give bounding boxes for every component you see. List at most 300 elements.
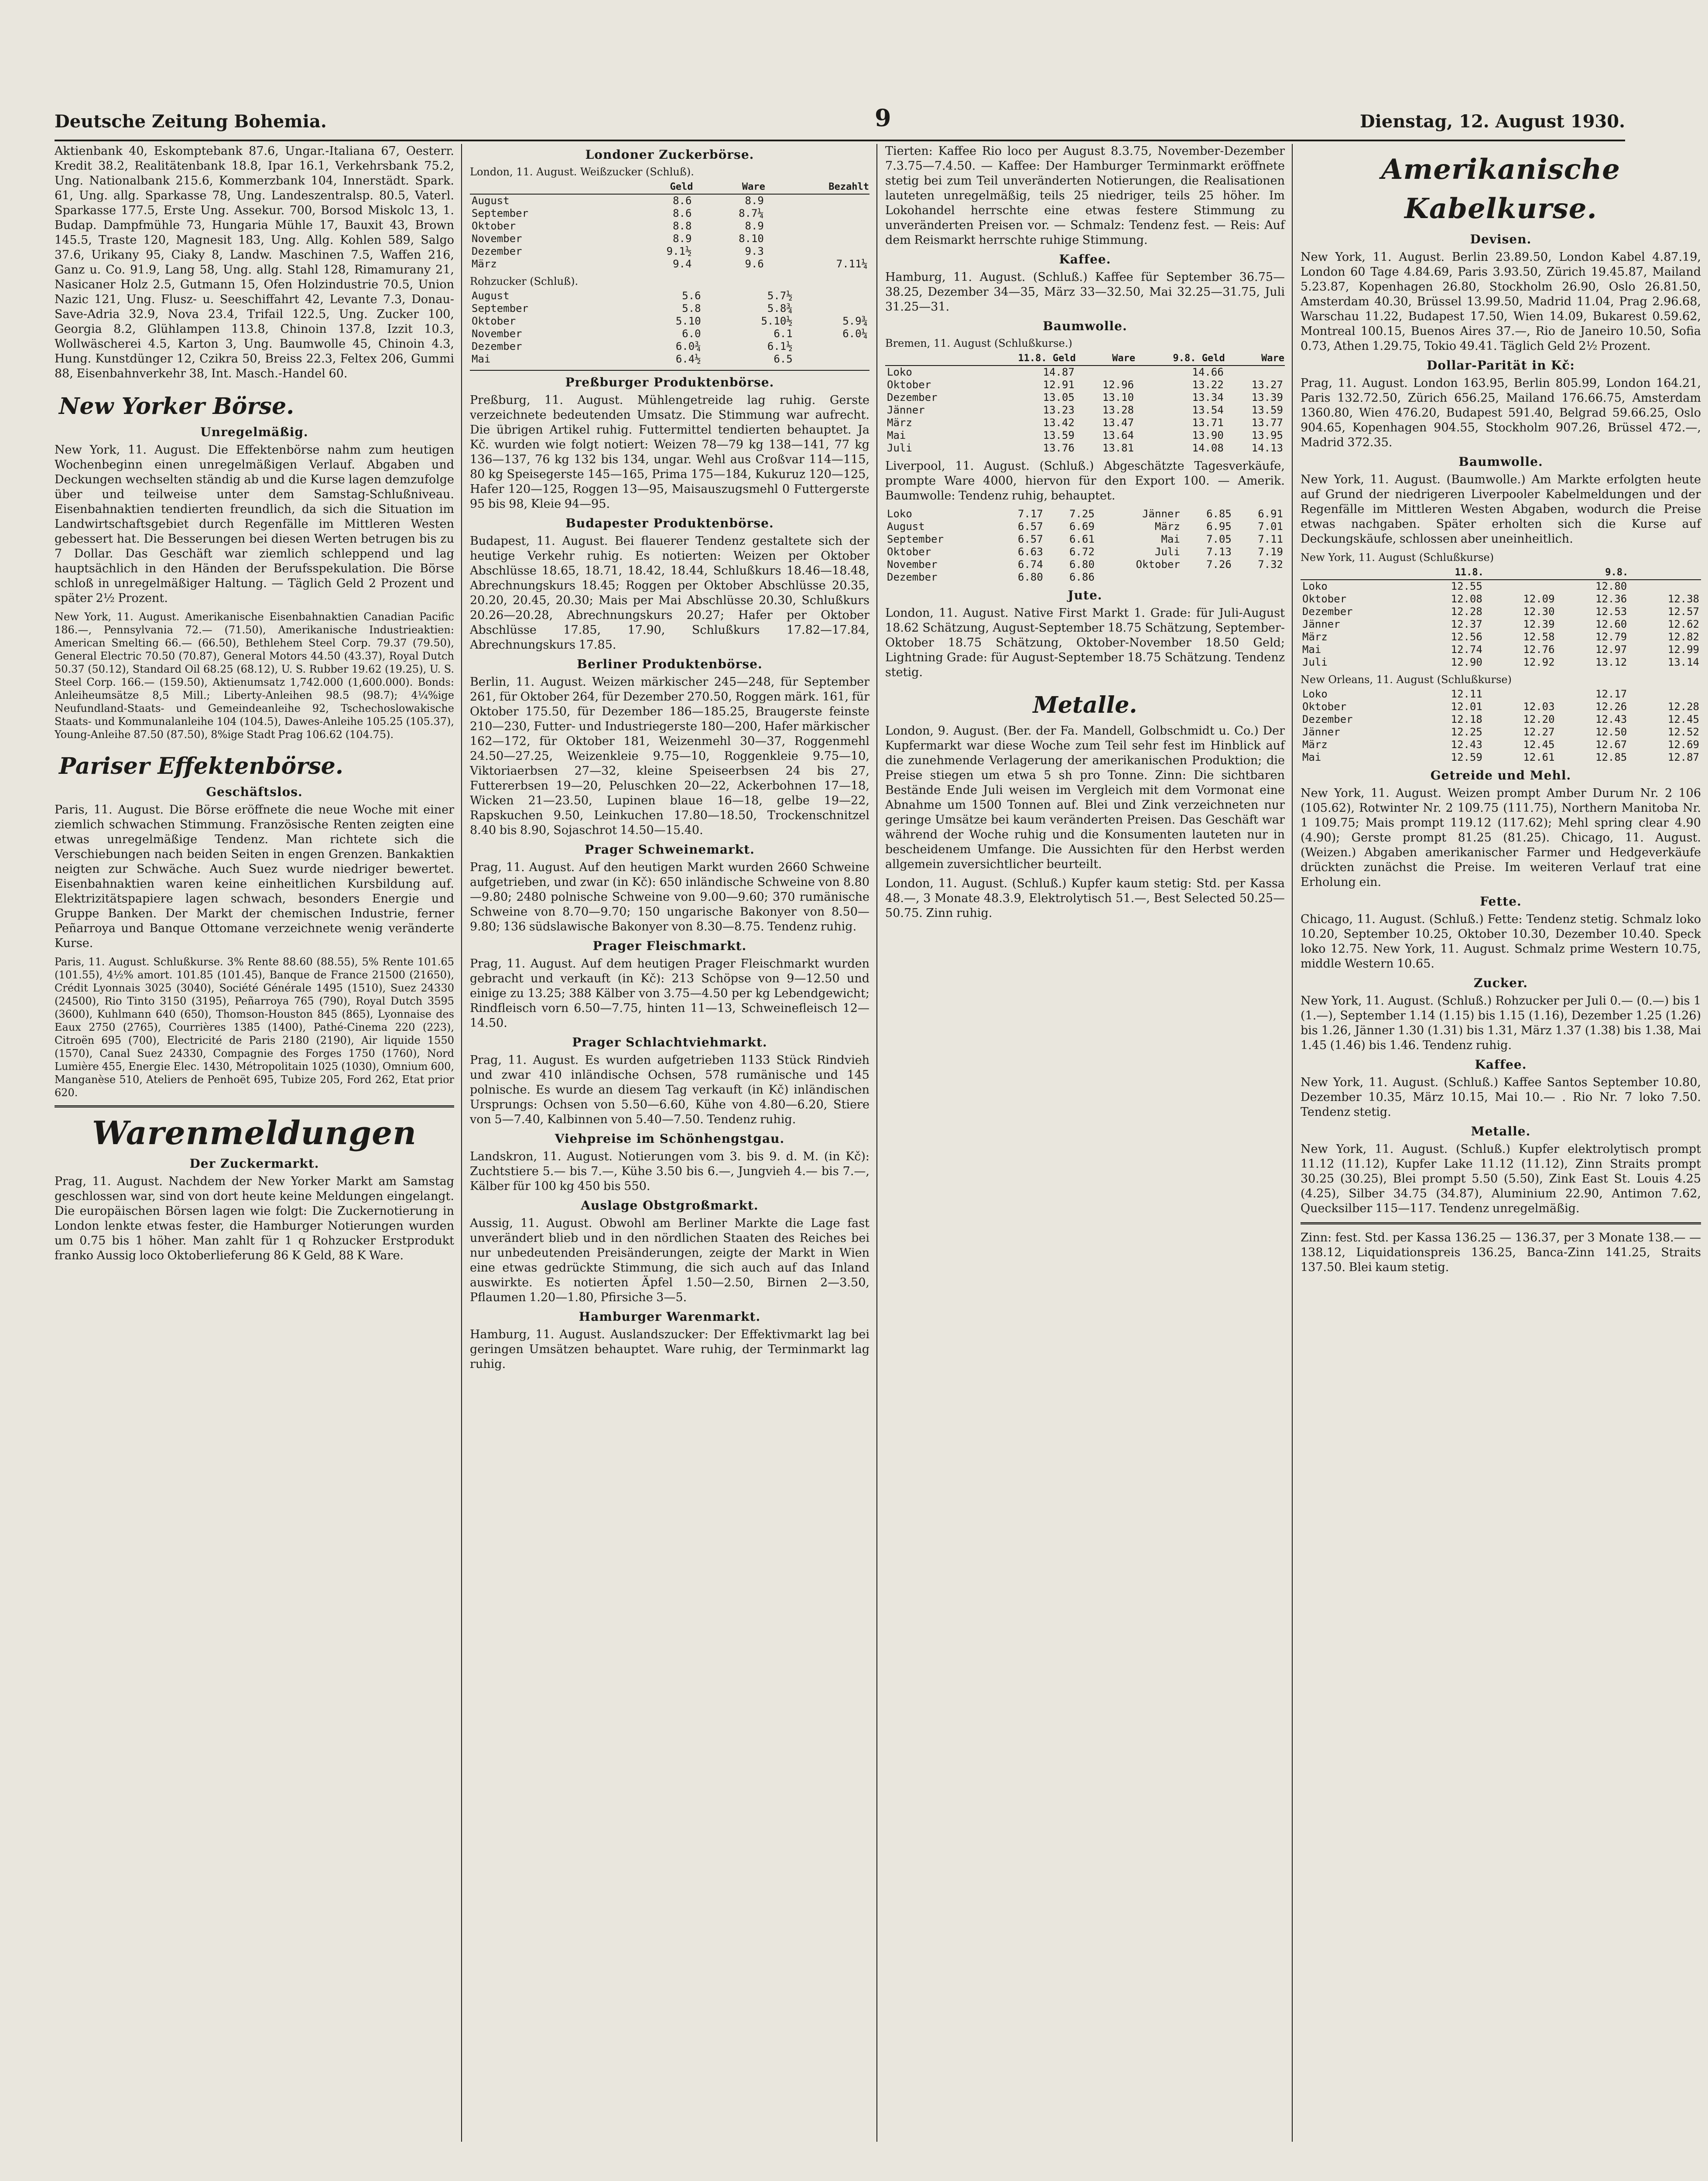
table-cell: 7.17 xyxy=(1018,508,1043,520)
table-cell: 8.9 xyxy=(745,195,764,207)
table-cell: 13.59 xyxy=(1251,404,1283,416)
table-cell xyxy=(1233,571,1285,584)
table-cell: Dezember xyxy=(887,571,938,583)
table-row xyxy=(1301,688,1701,701)
table-cell: 13.77 xyxy=(1251,417,1283,429)
table-cell: Jänner xyxy=(1302,618,1340,630)
table-cell: Loko xyxy=(1302,688,1328,700)
ny-exchange-subtitle: Unregelmäßig. xyxy=(200,425,308,439)
table-cell xyxy=(766,220,869,232)
orleans-head: New Orleans, 11. August (Schlußkurse) xyxy=(1301,673,1512,686)
table-row xyxy=(885,508,1285,520)
table-cell: 6.80 xyxy=(1018,571,1043,583)
column-header xyxy=(470,180,621,194)
table-cell: 12.50 xyxy=(1595,726,1627,738)
table-cell: 12.96 xyxy=(1102,379,1134,391)
table-cell: Oktober xyxy=(1136,558,1180,571)
table-cell: Loko xyxy=(1302,580,1328,592)
table-cell xyxy=(1225,366,1285,379)
table-row xyxy=(470,258,869,270)
table-cell xyxy=(794,302,869,315)
pig-market-text: Prag, 11. August. Auf den heutigen Markt wurden 2660 Schweine aufgetrieben, und zwar (in Kč): 650 inländische Schweine von 8.80—9.80; 2480 polnische Schweine von 9.00—9.60; 370 rumänische Schweine von 8.70—9.70; 150 ungarische Bakonyer von 8.50—9.80; 136 südslawische Bakonyer von 8.30—8.75. Tendenz ruhig. xyxy=(470,861,869,933)
page-header xyxy=(55,100,1625,141)
table-cell xyxy=(1484,580,1557,593)
table-row xyxy=(885,417,1285,429)
table-row xyxy=(1301,605,1701,618)
newspaper-name: Deutsche Zeitung Bohemia. xyxy=(55,111,327,132)
zuckermarkt-subtitle: Der Zuckermarkt. xyxy=(189,1156,319,1171)
table-cell: 7.01 xyxy=(1258,520,1283,533)
table-cell: 12.08 xyxy=(1451,593,1482,605)
table-cell: Mai xyxy=(1302,643,1321,656)
table-row xyxy=(1301,751,1701,764)
table-cell: 6.0¼ xyxy=(842,328,868,340)
table-cell: 8.8 xyxy=(673,220,692,232)
table-cell: 12.09 xyxy=(1523,593,1555,605)
coffee-intro-text: Tierten: Kaffee Rio loco per August 8.3.75, November-Dezember 7.3.75—7.4.50. — Kaffee: Der Hamburger Terminmarkt eröffnete stetig bei zum Teil unveränderten Notierungen, die Realisationen lauteten unregelmäßig, teils 25 niedriger, teils 25 höher. Im Lokohandel herrschte eine etwas festere Stimmung zu unveränderten Preisen vor. — Schmalz: Tendenz fest. — Reis: Auf dem Reismarkt herrschte ruhige Stimmung. xyxy=(885,144,1285,247)
berlin-products-text: Berlin, 11. August. Weizen märkischer 245—248, für September 261, für Oktober 264, für Dezember 270.50, Roggen märk. 161, für Oktober 175.50, für Dezember 186—185.25, Braugerste feinste 210—230, Futter- und Industriegerste 180—200, Hafer märkischer 162—172, für Oktober 181, Weizenmehl 30—37, Roggenmehl 24.50—27.25, Weizenkleie 9.75—10, Roggenkleie 9.75—10, Viktoriaerbsen 27—32, kleine Speiseerbsen 24 bis 27, Futtererbsen 19—20, Peluschken 20—22, Ackerbohnen 17—18, Wicken 21—23.50, Lupinen blaue 16—18, gelbe 19—22, Rapskuchen 9.50, Leinkuchen 17.80—18.50, Trockenschnitzel 8.40 bis 8.90, Sojaschrot 14.50—15.40. xyxy=(470,675,869,837)
table-cell: 12.03 xyxy=(1523,701,1555,713)
table-cell: 12.76 xyxy=(1523,643,1555,656)
table-cell xyxy=(766,194,869,207)
table-cell: März xyxy=(1302,738,1328,751)
column-header xyxy=(1301,566,1412,580)
livestock-prices-title: Viehpreise im Schönhengstgau. xyxy=(555,1132,785,1146)
table-cell: 6.57 xyxy=(1018,533,1043,545)
column-header xyxy=(1484,566,1557,580)
table-cell xyxy=(1096,571,1182,584)
table-cell: 7.26 xyxy=(1206,558,1232,571)
table-cell: 12.17 xyxy=(1595,688,1627,700)
table-cell: 7.19 xyxy=(1258,546,1283,558)
table-row xyxy=(1301,713,1701,726)
table-cell: 12.60 xyxy=(1595,618,1627,630)
table-cell: 7.25 xyxy=(1069,508,1095,520)
table-cell: 12.43 xyxy=(1451,738,1482,751)
table-cell: 6.61 xyxy=(1069,533,1095,545)
table-cell: 12.01 xyxy=(1451,701,1482,713)
table-cell: 6.86 xyxy=(1069,571,1095,583)
table-cell xyxy=(1629,580,1701,593)
table-cell xyxy=(766,245,869,258)
ny-cotton-head: New York, 11. August (Schlußkurse) xyxy=(1301,551,1494,564)
page-number: 9 xyxy=(875,104,891,132)
ny-sugar-text: New York, 11. August. (Schluß.) Rohzucker per Juli 0.— (0.—) bis 1 (1.—), September 1.14 (1.15) bis 1.15 (1.16), Dezember 1.25 (1.26) bis 1.26, Jänner 1.30 (1.31) bis 1.31, März 1.37 (1.38) bis 1.38, Mai 1.45 (1.46) bis 1.46. Tendenz ruhig. xyxy=(1301,994,1701,1052)
berlin-products-title: Berliner Produktenbörse. xyxy=(577,657,763,671)
table-cell: August xyxy=(472,195,510,207)
ny-metals-subtitle: Metalle. xyxy=(1471,1124,1531,1138)
table-cell: Mai xyxy=(472,353,491,365)
table-cell: 14.13 xyxy=(1251,442,1283,454)
table-cell: 12.69 xyxy=(1667,738,1699,751)
table-cell: 9.1½ xyxy=(666,245,692,257)
column-header: Bezahlt xyxy=(766,180,869,194)
column-header xyxy=(885,352,977,366)
grain-text: New York, 11. August. Weizen prompt Amber Durum Nr. 2 106 (105.62), Rotwinter Nr. 2 109.75 (111.75), Northern Manitoba Nr. 1 109.75; Mais prompt 119.12 (117.62); Mehl spring clear 4.90 (4.90); Gerste prompt 81.25 (81.25). Chicago, 11. August. (Weizen.) Abgaben amerikanischer Farmer und Hedgeverkäufe drückten zunächst die Preise. Im weiteren Verlauf trat eine Erholung ein. xyxy=(1301,786,1701,889)
table-cell: 13.76 xyxy=(1043,442,1075,454)
table-cell: 12.90 xyxy=(1451,656,1482,668)
table-cell: 7.11¼ xyxy=(836,258,868,270)
london-sugar-title: Londoner Zuckerbörse. xyxy=(585,147,754,162)
table-cell: 6.74 xyxy=(1018,558,1043,571)
table-cell: 12.67 xyxy=(1595,738,1627,751)
ny-cotton-table xyxy=(1301,566,1701,669)
table-cell: 13.22 xyxy=(1192,379,1224,391)
table-cell: 8.9 xyxy=(673,232,692,245)
table-cell: März xyxy=(887,417,912,429)
table-cell: Oktober xyxy=(472,315,516,327)
table-cell: Oktober xyxy=(887,546,931,558)
orleans-table xyxy=(1301,688,1701,764)
table-cell: März xyxy=(472,258,497,270)
meat-market-title: Prager Fleischmarkt. xyxy=(592,939,747,953)
coffee-text: Hamburg, 11. August. (Schluß.) Kaffee für September 36.75—38.25, Dezember 34—35, März 33—32.50, Mai 32.25—31.75, Juli 31.25—31. xyxy=(885,270,1285,314)
table-cell: 8.10 xyxy=(739,232,764,245)
table-cell: Mai xyxy=(1161,533,1180,545)
table-cell xyxy=(1076,366,1136,379)
table-cell: 12.18 xyxy=(1451,713,1482,725)
devisen-text: New York, 11. August. Berlin 23.89.50, London Kabel 4.87.19, London 60 Tage 4.84.69, Paris 3.93.50, Zürich 19.45.87, Mailand 5.23.87, Kopenhagen 26.80, Stockholm 26.90, Oslo 26.81.50, Amsterdam 40.30, Brüssel 13.99.50, Madrid 11.04, Prag 2.96.68, Warschau 11.22, Budapest 17.50, Wien 14.09, Bukarest 0.59.62, Montreal 100.15, Buenos Aires 37.—, Rio de Janeiro 10.50, Sofia 0.73, Athen 1.29.75, Tokio 49.41. Täglich Geld 2½ Prozent. xyxy=(1301,250,1701,353)
table-cell xyxy=(1629,688,1701,701)
table-cell: 12.11 xyxy=(1451,688,1482,700)
fruit-market-text: Aussig, 11. August. Obwohl am Berliner Markte die Lage fast unverändert blieb und in den nördlichen Staaten des Reiches bei nur unbedeutenden Preisänderungen, zeigte der Markt in Wien eine etwas gedrückte Stimmung, die sich auch auf das Inland auswirkte. Es notierten Äpfel 1.50—2.50, Birnen 2—3.50, Pflaumen 1.20—1.80, Pfirsiche 3—5. xyxy=(470,1217,869,1304)
table-cell: 5.10½ xyxy=(761,315,793,327)
table-cell: 8.7¼ xyxy=(739,207,764,219)
table-cell: September xyxy=(472,302,529,315)
table-cell: November xyxy=(472,328,522,340)
table-cell: 13.90 xyxy=(1192,429,1224,441)
cotton-title: Baumwolle. xyxy=(1043,319,1127,333)
table-cell: 12.25 xyxy=(1451,726,1482,738)
cable-rates-title: Amerikanische Kabelkurse. xyxy=(1381,153,1621,225)
table-cell: 7.32 xyxy=(1258,558,1283,571)
dollar-parity-text: Prag, 11. August. London 163.95, Berlin 805.99, London 164.21, Paris 132.72.50, Zürich 656.25, Mailand 176.66.75, Amsterdam 1360.80, Wien 476.20, Budapest 591.40, Belgrad 59.66.25, Oslo 904.65, Kopenhagen 904.55, Stockholm 907.26, Brüssel 472.—, Madrid 372.35. xyxy=(1301,376,1701,449)
ny-coffee-subtitle: Kaffee. xyxy=(1475,1057,1527,1072)
table-cell: 5.8¾ xyxy=(767,302,793,315)
table-cell: 8.9 xyxy=(745,220,764,232)
raw-sugar-table xyxy=(470,290,869,366)
table-cell: 6.1 xyxy=(774,328,793,340)
table-row xyxy=(885,429,1285,442)
column-header xyxy=(1629,566,1701,580)
hamburg-market-title: Hamburger Warenmarkt. xyxy=(578,1309,761,1324)
table-cell: 12.79 xyxy=(1595,631,1627,643)
table-cell: 13.34 xyxy=(1192,391,1224,403)
table-cell: 13.05 xyxy=(1043,391,1075,403)
table-cell: Dezember xyxy=(472,245,522,257)
coffee-title: Kaffee. xyxy=(1059,252,1111,267)
table-cell: 13.39 xyxy=(1251,391,1283,403)
table-cell: Mai xyxy=(1302,751,1321,763)
column-4 xyxy=(1301,144,1708,2142)
paris-exchange-title: Pariser Effektenbörse. xyxy=(59,753,343,779)
table-cell: 13.10 xyxy=(1102,391,1134,403)
table-row xyxy=(1301,631,1701,643)
table-row xyxy=(1301,643,1701,656)
table-cell: 12.74 xyxy=(1451,643,1482,656)
column-header: Ware xyxy=(1225,352,1285,366)
table-cell: 12.59 xyxy=(1451,751,1482,763)
table-cell: Oktober xyxy=(1302,701,1347,713)
table-cell: 12.27 xyxy=(1523,726,1555,738)
section-divider xyxy=(55,1105,454,1108)
ny-sugar-subtitle: Zucker. xyxy=(1474,976,1528,990)
table-cell: 12.56 xyxy=(1451,631,1482,643)
table-row xyxy=(1301,738,1701,751)
table-cell: 12.85 xyxy=(1595,751,1627,763)
fats-text: Chicago, 11. August. (Schluß.) Fette: Tendenz stetig. Schmalz loko 10.20, September 10.25, Oktober 10.30, Dezember 10.40. Speck loko 12.75. New York, 11. August. Schmalz prime Western 10.75, middle Western 10.65. xyxy=(1301,913,1701,971)
table-cell: 13.71 xyxy=(1192,417,1224,429)
table-row xyxy=(1301,618,1701,631)
table-cell: 12.91 xyxy=(1043,379,1075,391)
paris-exchange-subtitle: Geschäftslos. xyxy=(206,785,303,799)
jute-title: Jute. xyxy=(1068,588,1102,602)
liverpool-table xyxy=(885,508,1285,584)
devisen-subtitle: Devisen. xyxy=(1470,232,1532,246)
table-cell: 6.69 xyxy=(1069,520,1095,533)
table-cell: 7.05 xyxy=(1206,533,1232,545)
table-cell: 13.42 xyxy=(1043,417,1075,429)
table-cell: Oktober xyxy=(472,220,516,232)
divider xyxy=(1301,1222,1701,1224)
table-cell xyxy=(794,290,869,302)
metals-title: Metalle. xyxy=(1033,692,1137,718)
table-row xyxy=(885,520,1285,533)
table-row xyxy=(470,353,869,366)
table-cell: 6.85 xyxy=(1206,508,1232,520)
table-cell: März xyxy=(1155,520,1180,533)
table-row xyxy=(885,442,1285,455)
column-header: 9.8. xyxy=(1557,566,1629,580)
table-cell xyxy=(766,207,869,220)
table-row xyxy=(470,220,869,232)
dollar-parity-subtitle: Dollar-Parität in Kč: xyxy=(1427,358,1575,373)
table-row xyxy=(885,546,1285,558)
grain-subtitle: Getreide und Mehl. xyxy=(1430,768,1571,783)
table-cell: Dezember xyxy=(887,391,938,403)
table-cell: 14.08 xyxy=(1192,442,1224,454)
metals-text: London, 9. August. (Ber. der Fa. Mandell, Golbschmidt u. Co.) Der Kupfermarkt war diese Woche zum Teil sehr fest im Hinblick auf die zunehmende Verlagerung der amerikanischen Produktion; die Preise stiegen um etwa 5 sh pro Tonne. Zinn: Die sichtbaren Bestände Ende Juli weisen im Vergleich mit dem Vormonat eine Abnahme um 1500 Tonnen auf. Blei und Zink verzeichneten nur geringe Umsätze bei kaum veränderten Preisen. Das Geschäft war während der Woche ruhig und die Konsumenten lauteten nur in bescheidenem Umfange. Die Aussichten für den Herbst werden allgemein zuversichtlicher beurteilt. xyxy=(885,724,1285,871)
table-cell: 13.64 xyxy=(1102,429,1134,441)
table-cell: 13.14 xyxy=(1667,656,1699,668)
bremen-head: Bremen, 11. August (Schlußkurse.) xyxy=(885,337,1072,349)
waren-title: Warenmeldungen xyxy=(92,1114,417,1152)
table-row xyxy=(885,558,1285,571)
table-cell: 6.72 xyxy=(1069,546,1095,558)
cattle-market-title: Prager Schlachtviehmarkt. xyxy=(572,1035,767,1049)
table-cell: 13.12 xyxy=(1595,656,1627,668)
white-sugar-header-row xyxy=(470,180,869,194)
table-cell: 12.52 xyxy=(1667,726,1699,738)
table-cell: 12.38 xyxy=(1667,593,1699,605)
table-cell: 14.87 xyxy=(1043,366,1075,378)
column-header: 11.8. xyxy=(1412,566,1484,580)
table-cell: 12.26 xyxy=(1595,701,1627,713)
tin-box-text: Zinn: fest. Std. per Kassa 136.25 — 136.37, per 3 Monate 138.— — 138.12, Liquidationspreis 136.25, Banca-Zinn 141.25, Straits 137.50. Blei kaum stetig. xyxy=(1301,1231,1701,1274)
table-row xyxy=(470,328,869,340)
table-cell: 12.87 xyxy=(1667,751,1699,763)
table-cell: Dezember xyxy=(1302,605,1353,618)
london-metals-text: London, 11. August. (Schluß.) Kupfer kaum stetig: Std. per Kassa 48.—, 3 Monate 48.3.9, Elektrolytisch 51.—, Best Selected 50.25—50.75. Zinn ruhig. xyxy=(885,877,1285,920)
table-cell: 7.13 xyxy=(1206,546,1232,558)
table-cell: 12.39 xyxy=(1523,618,1555,630)
table-row xyxy=(470,340,869,353)
bremen-table xyxy=(885,352,1285,455)
table-cell: 6.5 xyxy=(774,353,793,365)
pressburg-title: Preßburger Produktenbörse. xyxy=(565,375,774,390)
table-row xyxy=(470,245,869,258)
budapest-products-title: Budapester Produktenbörse. xyxy=(565,516,774,530)
budapest-products-text: Budapest, 11. August. Bei flauerer Tendenz gestaltete sich der heutige Verkehr ruhig. Es notierten: Weizen per Oktober Abschlüsse 18.65, 18.71, 18.42, 18.44, Schlußkurs 18.46—18.48, Abrechnungskurs 18.45; Roggen per Oktober Abschlüsse 20.35, 20.20, 20.45, 20.30; Mais per Mai Abschlüsse 20.30, Schlußkurs 20.26—20.28, Abrechnungskurs 20.27; Hafer per Oktober Abschlüsse 17.85, 17.90, Schlußkurs 17.82—17.84, Abrechnungskurs 17.85. xyxy=(470,534,869,652)
table-cell: 13.95 xyxy=(1251,429,1283,441)
table-cell: 13.28 xyxy=(1102,404,1134,416)
table-cell xyxy=(794,340,869,353)
column-header: 9.8. Geld xyxy=(1136,352,1225,366)
table-cell: Dezember xyxy=(472,340,522,352)
table-cell: 12.43 xyxy=(1595,713,1627,725)
table-cell: Juli xyxy=(1155,546,1180,558)
table-cell: 9.3 xyxy=(745,245,764,257)
table-cell: November xyxy=(887,558,938,571)
table-cell: 5.7½ xyxy=(767,290,793,302)
table-row xyxy=(885,404,1285,417)
table-cell: 6.0 xyxy=(682,328,701,340)
table-row xyxy=(1301,593,1701,605)
table-row xyxy=(1301,656,1701,669)
table-cell: September xyxy=(887,533,944,545)
column-1 xyxy=(55,144,462,2142)
budapest-quotes-text: Aktienbank 40, Eskomptebank 87.6, Ungar.-Italiana 67, Oesterr. Kredit 38.2, Realitätenbank 18.8, Ipar 16.1, Verkehrsbank 75.2, Ung. Nationalbank 215.6, Kommerzbank 104, Innerstädt. Spark. 61, Ung. allg. Sparkasse 78, Ung. Landeszentralsp. 80.5, Vaterl. Sparkasse 177.5, Erste Ung. Assekur. 700, Borsod Miskolc 13, 1. Budap. Dampfmühle 73, Hungaria Mühle 17, Bauxit 43, Brown 145.5, Traste 120, Magnesit 183, Ung. Allg. Kohlen 589, Salgo 37.6, Urikany 95, Ciaky 8, Landw. Maschinen 7.5, Waffen 216, Ganz u. Co. 91.9, Lang 58, Ung. allg. Stahl 128, Rimamurany 21, Nasicaner Holz 2.5, Gutmann 15, Ofen Holzindustrie 70.5, Union Nazic 121, Ung. Flusz- u. Seeschiffahrt 42, Levante 7.3, Donau-Save-Adria 32.9, Nova 23.4, Trifail 122.5, Ung. Zucker 100, Georgia 8.2, Glühlampen 113.8, Chinoin 137.8, Izzit 10.3, Wollwäscherei 4.5, Karton 3, Ung. Baumwolle 45, Chinoin 4.3, Hung. Kunstdünger 12, Czikra 50, Breiss 22.3, Feltex 206, Gummi 88, Eisenbahnverkehr 38, Int. Masch.-Handel 60. xyxy=(55,144,454,380)
table-cell: 12.45 xyxy=(1523,738,1555,751)
bremen-header-row xyxy=(885,352,1285,366)
table-row xyxy=(470,302,869,315)
liverpool-text: Liverpool, 11. August. (Schluß.) Abgeschätzte Tagesverkäufe, prompte Ware 4000, hiervon für den Export 100. — Amerik. Baumwolle: Tendenz ruhig, behauptet. xyxy=(885,459,1285,503)
table-cell: 12.20 xyxy=(1523,713,1555,725)
table-row xyxy=(470,207,869,220)
column-header: Ware xyxy=(693,180,765,194)
table-cell: 6.1½ xyxy=(767,340,793,352)
table-cell: 9.4 xyxy=(673,258,692,270)
hamburg-market-text: Hamburg, 11. August. Auslandszucker: Der Effektivmarkt lag bei geringen Umsätzen behauptet. Ware ruhig, der Terminmarkt lag ruhig. xyxy=(470,1328,869,1371)
table-cell: 5.6 xyxy=(682,290,701,302)
divider xyxy=(470,370,869,371)
table-cell: 13.27 xyxy=(1251,379,1283,391)
ny-exchange-text: New York, 11. August. Die Effektenbörse nahm zum heutigen Wochenbeginn einen unregelmäßigen Verlauf. Abgaben und Deckungen wechselten ständig ab und die Kurse lagen demzufolge über und teilweise unter dem Samstag-Schlußniveau. Eisenbahnaktien tendierten freundlich, da sich die Situation im Landwirtschaftsgebiet durch Regenfälle im Mittleren Westen gebessert hat. Die Besserungen bei diesen Werten betrugen bis zu 7 Dollar. Das Geschäft war ziemlich schleppend und lag hauptsächlich in den Händen der Berufsspekulation. Die Börse schloß in unregelmäßiger Haltung. — Täglich Geld 2 Prozent und später 2½ Prozent. xyxy=(55,443,454,605)
table-cell: 12.53 xyxy=(1595,605,1627,618)
table-row xyxy=(1301,726,1701,738)
table-cell: 7.11 xyxy=(1258,533,1283,545)
column-header: 11.8. Geld xyxy=(977,352,1076,366)
table-row xyxy=(470,232,869,245)
table-cell: 12.55 xyxy=(1451,580,1482,592)
table-row xyxy=(885,391,1285,404)
table-cell: 12.57 xyxy=(1667,605,1699,618)
ny-coffee-text: New York, 11. August. (Schluß.) Kaffee Santos September 10.80, Dezember 10.35, März 10.15, Mai 10.— . Rio Nr. 7 loko 7.50. Tendenz stetig. xyxy=(1301,1076,1701,1119)
table-cell xyxy=(1182,571,1233,584)
table-cell: 13.47 xyxy=(1102,417,1134,429)
table-cell: 12.30 xyxy=(1523,605,1555,618)
ny-cotton-header-row xyxy=(1301,566,1701,580)
table-cell: Jänner xyxy=(1142,508,1180,520)
table-cell: 5.9¾ xyxy=(842,315,868,327)
livestock-prices-text: Landskron, 11. August. Notierungen vom 3. bis 9. d. M. (in Kč): Zuchtstiere 5.— bis 7.—, Kühe 3.50 bis 6.—, Jungvieh 4.— bis 7.—, Kälber für 100 kg 450 bis 550. xyxy=(470,1150,869,1193)
table-cell: 6.63 xyxy=(1018,546,1043,558)
ny-exchange-quotes: New York, 11. August. Amerikanische Eisenbahnaktien Canadian Pacific 186.—, Pennsylvania 72.— (71.50), Amerikanische Industrieaktien: American Smelting 66.— (66.50), Bethlehem Steel Corp. 79.37 (79.50), General Electric 70.50 (70.87), General Motors 44.50 (43.37), Royal Dutch 50.37 (50.12), Standard Oil 68.25 (68.12), U. S. Rubber 19.62 (19.25), U. S. Steel Corp. 166.— (159.50), Aktienumsatz 1,742.000 (1,600.000). Bonds: Anleiheumsätze 8,5 Mill.; Liberty-Anleihen 98.5 (98.7); 4¼%ige Neufundland-Staats- und Gemeindeanleihe 92, Tschechoslowakische Staats- und Kommunalanleihe 104 (104.5), Dawes-Anleihe 105.25 (105.37), Young-Anleihe 87.50 (87.50), 8%ige Stadt Prag 106.62 (104.75). xyxy=(55,611,454,741)
table-cell: 12.92 xyxy=(1523,656,1555,668)
table-cell: 6.4½ xyxy=(675,353,701,365)
fats-subtitle: Fette. xyxy=(1480,894,1522,909)
cattle-market-text: Prag, 11. August. Es wurden aufgetrieben 1133 Stück Rindvieh und zwar 410 inländische Ochsen, 578 rumänische und 145 polnische. Es wurde an diesem Tag verkauft (in Kč) inländischen Ursprungs: Ochsen von 5.50—6.60, Kühe von 4.80—6.20, Stiere von 5—7.40, Kalbinnen von 5.40—7.50. Tendenz ruhig. xyxy=(470,1053,869,1126)
column-header: Geld xyxy=(621,180,693,194)
table-cell: 8.6 xyxy=(673,195,692,207)
table-cell: August xyxy=(472,290,510,302)
table-cell xyxy=(766,232,869,245)
issue-date: Dienstag, 12. August 1930. xyxy=(1359,111,1625,132)
table-cell: 6.95 xyxy=(1206,520,1232,533)
column-header: Ware xyxy=(1076,352,1136,366)
table-cell: 12.58 xyxy=(1523,631,1555,643)
table-cell: 6.80 xyxy=(1069,558,1095,571)
table-cell: Oktober xyxy=(1302,593,1347,605)
raw-sugar-head: Rohzucker (Schluß). xyxy=(470,275,578,287)
table-cell: 12.45 xyxy=(1667,713,1699,725)
table-cell: November xyxy=(472,232,522,245)
table-row xyxy=(885,379,1285,391)
table-row xyxy=(885,533,1285,546)
table-cell: 12.99 xyxy=(1667,643,1699,656)
table-cell: Jänner xyxy=(887,404,925,416)
table-cell: 13.54 xyxy=(1192,404,1224,416)
table-cell: 5.10 xyxy=(675,315,701,327)
table-row xyxy=(885,571,1285,584)
table-cell: Juli xyxy=(1302,656,1328,668)
table-cell: Jänner xyxy=(1302,726,1340,738)
pig-market-title: Prager Schweinemarkt. xyxy=(585,842,755,857)
paris-exchange-quotes: Paris, 11. August. Schlußkurse. 3% Rente 88.60 (88.55), 5% Rente 101.65 (101.55), 4½% amort. 101.85 (101.45), Banque de France 21500 (21650), Crédit Lyonnais 3025 (3040), Société Générale 1495 (1510), Suez 24330 (24500), Rio Tinto 3150 (3195), Peñarroya 765 (790), Royal Dutch 3595 (3600), Kuhlmann 640 (650), Thomson-Houston 845 (865), Lyonnaise des Eaux 2750 (2765), Courrières 1385 (1400), Pathé-Cinema 220 (223), Citroën 695 (700), Electricité de Paris 2180 (2190), Air liquide 1550 (1570), Canal Suez 24330, Compagnie des Forges 1750 (1760), Nord Lumière 455, Energie Elec. 1430, Métropolitain 1025 (1030), Omnium 600, Manganèse 510, Ateliers de Penhoët 695, Tubize 205, Ford 262, Etat prior 620. xyxy=(55,956,454,1099)
table-cell: Mai xyxy=(887,429,906,441)
table-cell: 6.0¾ xyxy=(675,340,701,352)
table-cell: 12.37 xyxy=(1451,618,1482,630)
table-cell: Oktober xyxy=(887,379,931,391)
table-cell: 5.8 xyxy=(682,302,701,315)
table-row xyxy=(1301,701,1701,713)
table-cell: 12.28 xyxy=(1451,605,1482,618)
pressburg-text: Preßburg, 11. August. Mühlengetreide lag ruhig. Gerste verzeichnete bedeutenden Umsatz. Die Stimmung war aufrecht. Die übrigen Artikel ruhig. Futtermittel tendierten behauptet. Ja Kč. wurden wie folgt notiert: Weizen 78—79 kg 138—141, 77 kg 136—137, 76 kg 132 bis 134, ungar. Wehl aus Croßvar 114—115, 80 kg Speisegerste 145—165, Prima 175—184, Kukuruz 120—125, Hafer 120—125, Roggen 13—95, Maisauszugsmehl 0 Futtergerste 95 bis 98, Kleie 94—95. xyxy=(470,393,869,511)
table-row xyxy=(470,194,869,207)
table-row xyxy=(470,315,869,328)
table-cell: 13.59 xyxy=(1043,429,1075,441)
table-cell: 14.66 xyxy=(1192,366,1224,378)
ny-metals-text: New York, 11. August. (Schluß.) Kupfer elektrolytisch prompt 11.12 (11.12), Kupfer Lake 11.12 (11.12), Zinn Straits prompt 30.25 (30.25), Blei prompt 5.50 (5.50), Zink East St. Louis 4.25 (4.25), Silber 34.75 (34.87), Aluminium 22.90, Antimon 7.62, Quecksilber 115—117. Tendenz unregelmäßig. xyxy=(1301,1142,1701,1215)
table-cell: 6.57 xyxy=(1018,520,1043,533)
table-cell: 12.80 xyxy=(1595,580,1627,592)
table-row xyxy=(470,290,869,302)
fruit-market-title: Auslage Obstgroßmarkt. xyxy=(581,1198,759,1213)
table-cell xyxy=(1484,688,1557,701)
table-cell: 12.82 xyxy=(1667,631,1699,643)
meat-market-text: Prag, 11. August. Auf dem heutigen Prager Fleischmarkt wurden gebracht und verkauft (in Kč): 213 Schöpse von 9—12.50 und einige zu 13.25; 388 Kälber von 3.75—4.50 per kg Lebendgewicht; Rindfleisch vorn 6.50—7.75, hinten 11—13, Schweinefleisch 12—14.50. xyxy=(470,957,869,1030)
table-cell: Loko xyxy=(887,508,912,520)
table-cell: Loko xyxy=(887,366,912,378)
table-cell: Dezember xyxy=(1302,713,1353,725)
column-3 xyxy=(885,144,1293,2142)
table-cell: 6.91 xyxy=(1258,508,1283,520)
table-cell: 9.6 xyxy=(745,258,764,270)
table-cell: 13.81 xyxy=(1102,442,1134,454)
table-cell: 12.97 xyxy=(1595,643,1627,656)
table-cell: 13.23 xyxy=(1043,404,1075,416)
article-columns xyxy=(55,144,1701,2142)
